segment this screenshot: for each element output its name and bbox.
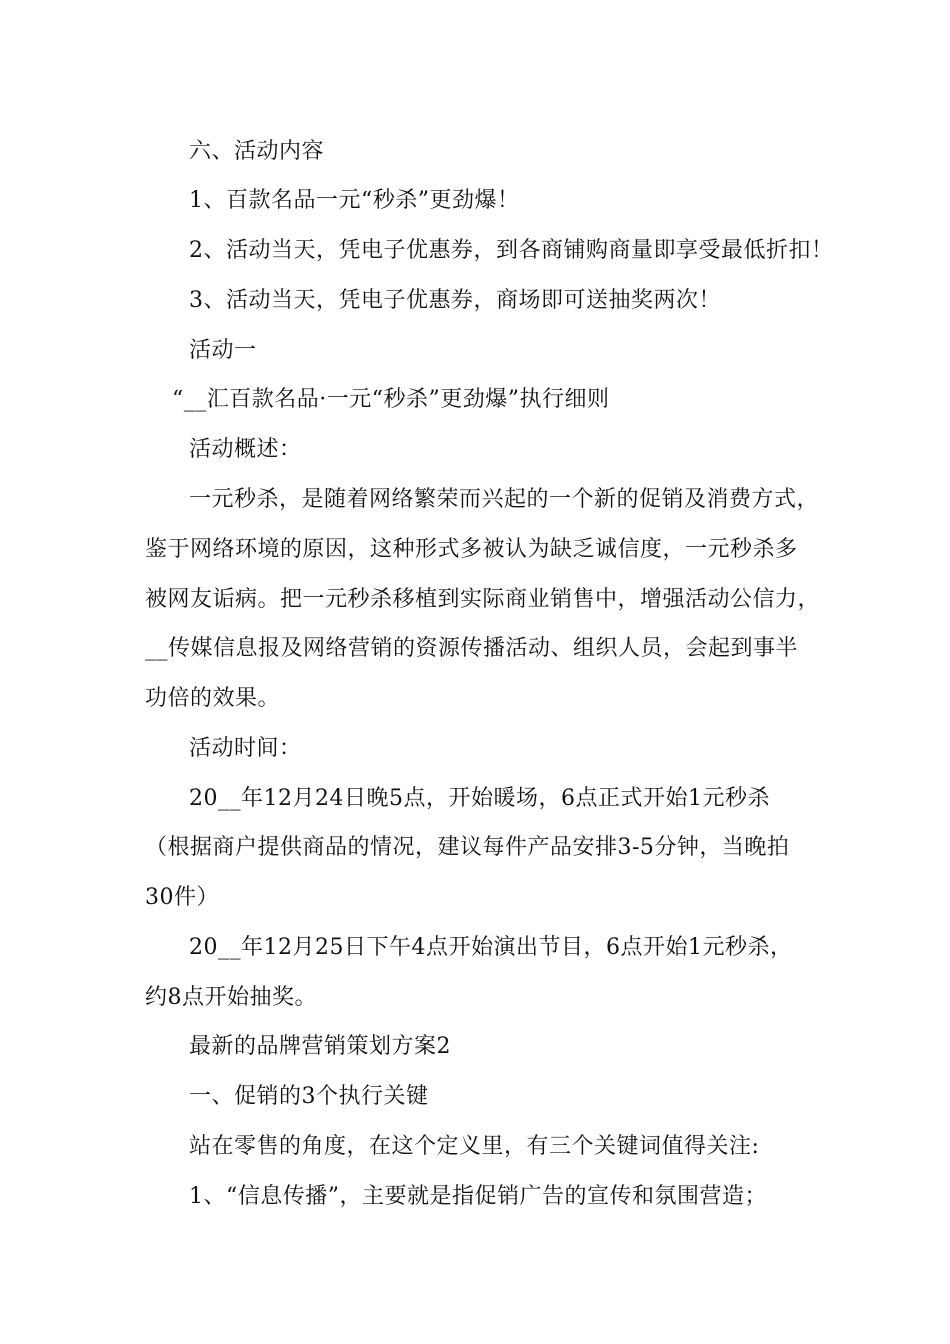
list-item: 3、活动当天，凭电子优惠券，商场即可送抽奖两次！ xyxy=(189,288,721,313)
paragraph-line: 30件） xyxy=(145,885,219,910)
paragraph-line: 约8点开始抽奖。 xyxy=(145,985,317,1010)
paragraph-line: 鉴于网络环境的原因，这种形式多被认为缺乏诚信度，一元秒杀多 xyxy=(145,537,798,562)
paragraph-line: 被网友诟病。把一元秒杀移植到实际商业销售中，增强活动公信力， xyxy=(145,587,821,612)
list-item: 1、“信息传播”，主要就是指促销广告的宣传和氛围营造； xyxy=(189,1184,767,1209)
subheading: 活动概述： xyxy=(189,437,302,462)
list-item: 2、活动当天，凭电子优惠券，到各商铺购商量即享受最低折扣！ xyxy=(189,238,834,263)
section-heading: 最新的品牌营销策划方案2 xyxy=(189,1034,451,1059)
subheading: 活动一 xyxy=(189,338,257,363)
paragraph-line: __传媒信息报及网络营销的资源传播活动、组织人员，会起到事半 xyxy=(145,636,799,661)
section-heading: 六、活动内容 xyxy=(189,139,325,164)
title-line: “__汇百款名品·一元“秒杀”更劲爆”执行细则 xyxy=(172,387,610,412)
section-heading: 一、促销的3个执行关键 xyxy=(189,1084,429,1109)
paragraph-line: 20__年12月25日下午4点开始演出节目，6点开始1元秒杀， xyxy=(189,935,793,960)
paragraph-line: 20__年12月24日晚5点，开始暖场，6点正式开始1元秒杀 xyxy=(189,786,770,811)
paragraph-line: （根据商户提供商品的情况，建议每件产品安排3-5分钟，当晚拍 xyxy=(145,835,790,860)
paragraph-line: 一元秒杀，是随着网络繁荣而兴起的一个新的促销及消费方式， xyxy=(189,487,820,512)
list-item: 1、百款名品一元“秒杀”更劲爆！ xyxy=(189,188,520,213)
paragraph-line: 站在零售的角度，在这个定义里，有三个关键词值得关注: xyxy=(189,1134,760,1159)
subheading: 活动时间： xyxy=(189,736,302,761)
paragraph-line: 功倍的效果。 xyxy=(145,686,281,711)
